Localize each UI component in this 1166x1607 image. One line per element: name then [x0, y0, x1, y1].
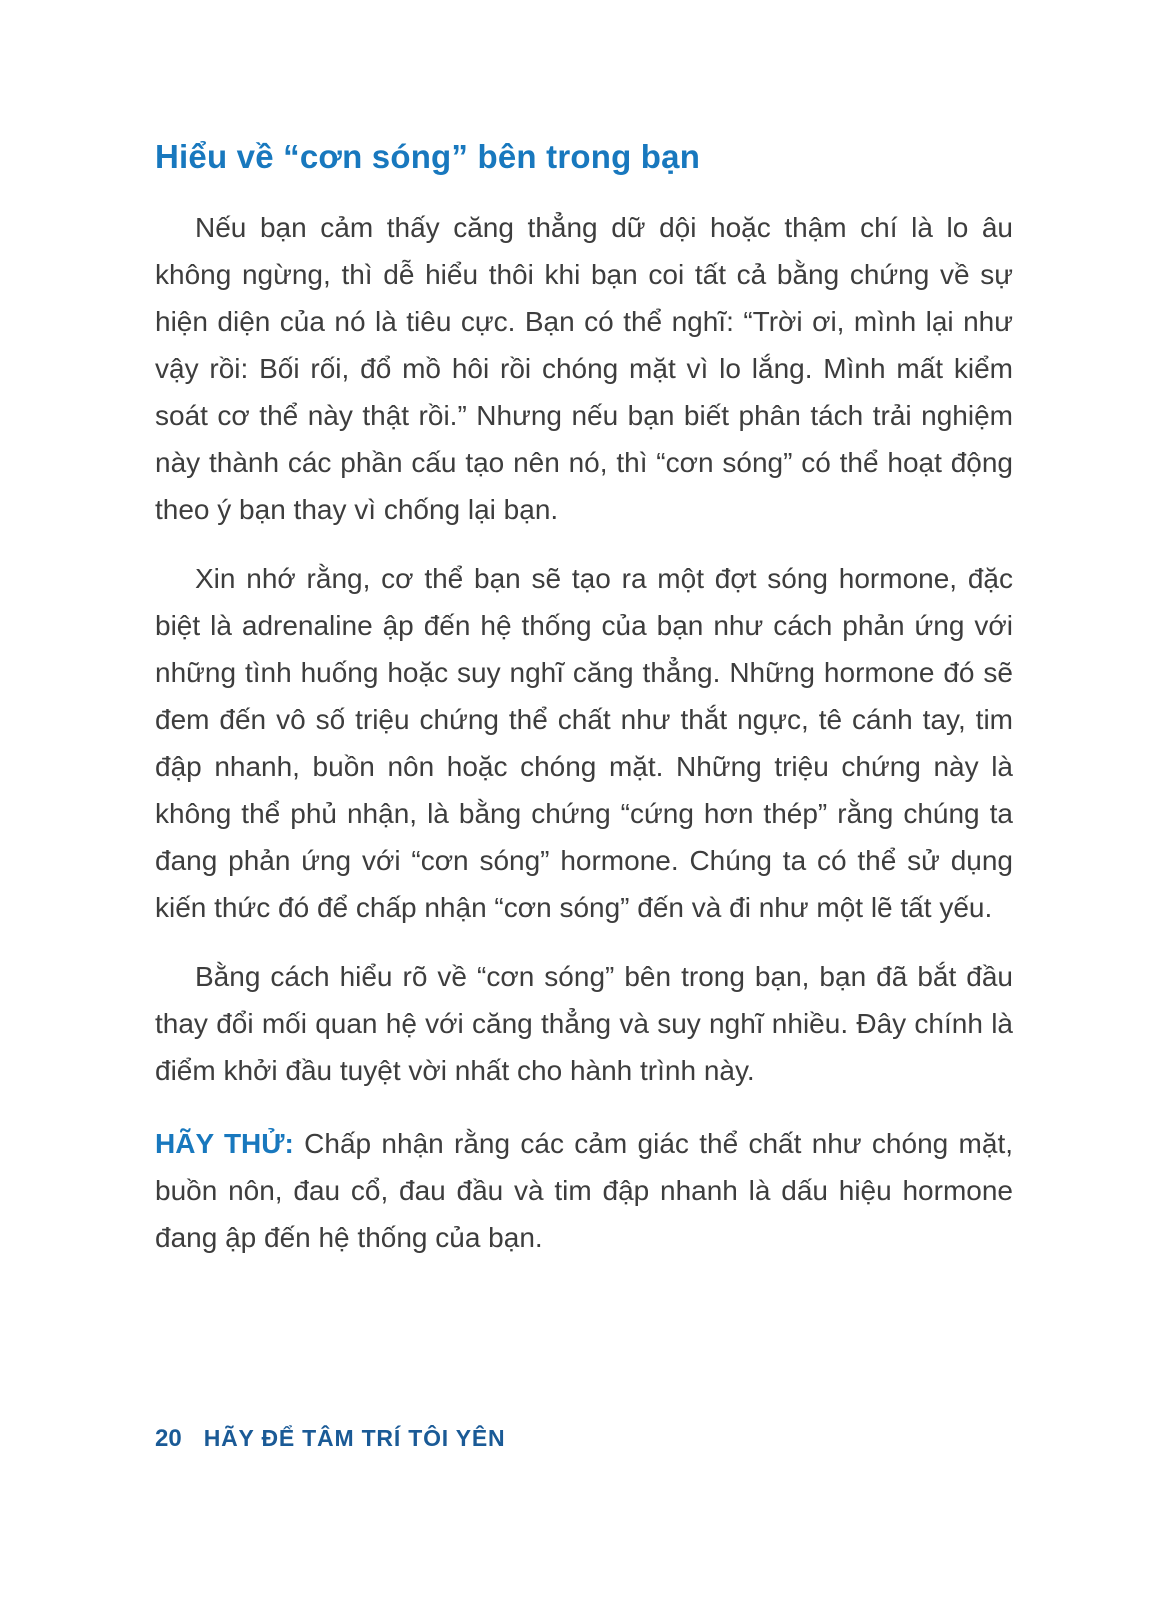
page-footer [155, 1425, 1013, 1453]
book-title: HÃY ĐỂ TÂM TRÍ TÔI YÊN [203, 1425, 506, 1451]
page-content [155, 138, 1013, 1261]
page-number: 20 [155, 1425, 182, 1452]
try-text: Chấp nhận rằng các cảm giác thể chất như chóng mặt, buồn nôn, đau cổ, đau đầu và tim đập nhanh là dấu hiệu hormone đang ập đến hệ thống của bạn. [155, 1128, 1013, 1253]
section-heading: Hiểu về “cơn sóng” bên trong bạn [155, 138, 701, 175]
try-paragraph [155, 1120, 1013, 1261]
try-label: HÃY THỬ: [155, 1128, 294, 1159]
body-paragraph: Bằng cách hiểu rõ về “cơn sóng” bên trong bạn, bạn đã bắt đầu thay đổi mối quan hệ với căng thẳng và suy nghĩ nhiều. Đây chính là điểm khởi đầu tuyệt vời nhất cho hành trình này. [155, 961, 1013, 1086]
body-paragraph: Xin nhớ rằng, cơ thể bạn sẽ tạo ra một đợt sóng hormone, đặc biệt là adrenaline ập đến hệ thống của bạn như cách phản ứng với những tình huống hoặc suy nghĩ căng thẳng. Những hormone đó sẽ đem đến vô số triệu chứng thể chất như thắt ngực, tê cánh tay, tim đập nhanh, buồn nôn hoặc chóng mặt. Những triệu chứng này là không thể phủ nhận, là bằng chứng “cứng hơn thép” rằng chúng ta đang phản ứng với “cơn sóng” hormone. Chúng ta có thể sử dụng kiến thức đó để chấp nhận “cơn sóng” đến và đi như một lẽ tất yếu. [155, 563, 1013, 923]
body-paragraph: Nếu bạn cảm thấy căng thẳng dữ dội hoặc thậm chí là lo âu không ngừng, thì dễ hiểu thôi khi bạn coi tất cả bằng chứng về sự hiện diện của nó là tiêu cực. Bạn có thể nghĩ: “Trời ơi, mình lại như vậy rồi: Bối rối, đổ mồ hôi rồi chóng mặt vì lo lắng. Mình mất kiểm soát cơ thể này thật rồi.” Nhưng nếu bạn biết phân tách trải nghiệm này thành các phần cấu tạo nên nó, thì “cơn sóng” có thể hoạt động theo ý bạn thay vì chống lại bạn. [155, 212, 1013, 525]
